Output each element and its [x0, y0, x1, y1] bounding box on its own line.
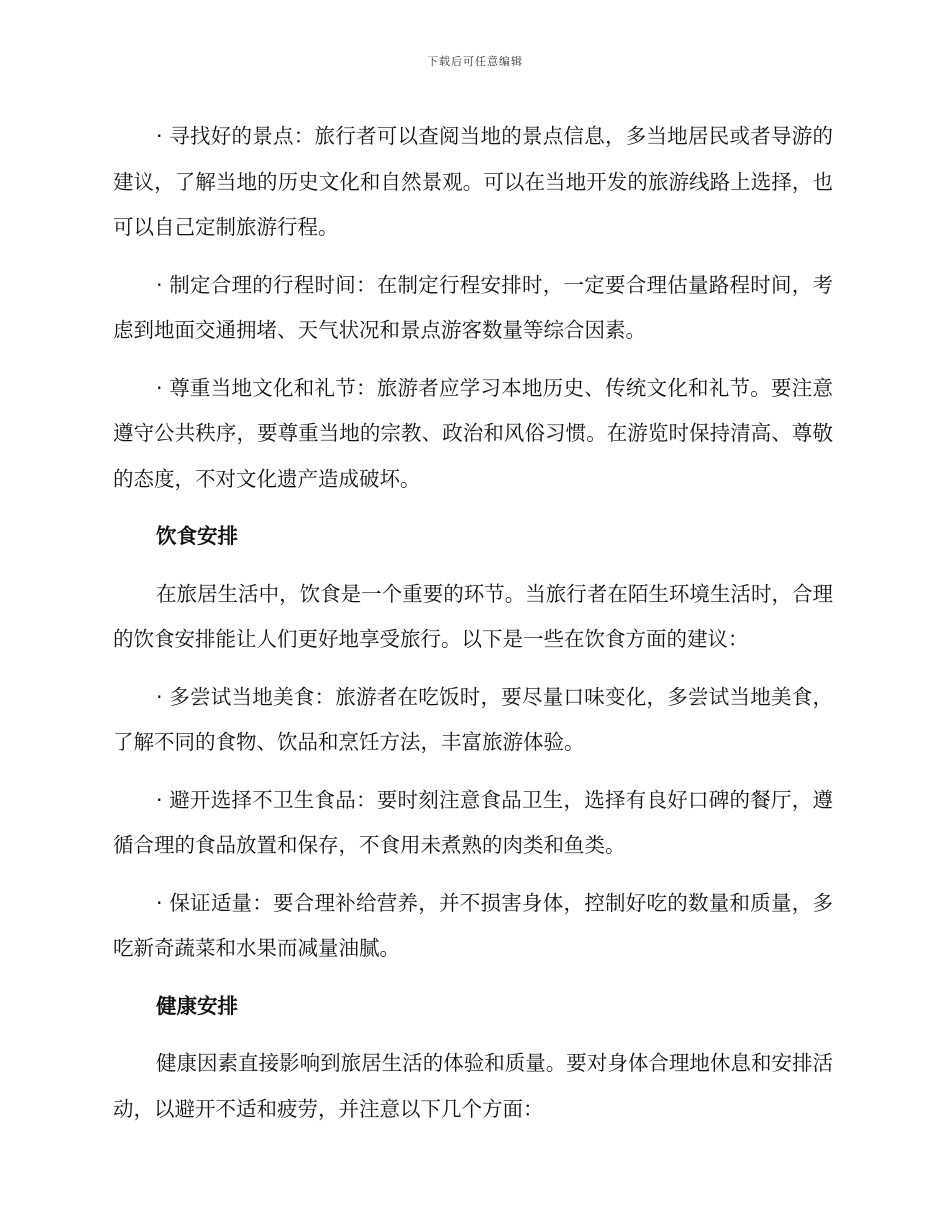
heading-health: 健康安排 — [156, 993, 238, 1018]
document-body — [113, 114, 833, 1144]
paragraph-respect-culture: · 尊重当地文化和礼节：旅游者应学习本地历史、传统文化和礼节。要注意遵守公共秩序，要尊重当地的宗教、政治和风俗习惯。在游览时保持清高、尊敬的态度，不对文化遗产造成破坏。 — [113, 375, 833, 491]
page-header: 下载后可任意编辑 — [427, 55, 523, 68]
paragraph-food-hygiene: · 避开选择不卫生食品：要时刻注意食品卫生，选择有良好口碑的餐厅，遵循合理的食品放置和保存，不食用未煮熟的肉类和鱼类。 — [113, 787, 833, 857]
paragraph-find-attractions: · 寻找好的景点：旅行者可以查阅当地的景点信息，多当地居民或者导游的建议，了解当地的历史文化和自然景观。可以在当地开发的旅游线路上选择，也可以自己定制旅游行程。 — [113, 124, 833, 239]
paragraph-diet-intro: 在旅居生活中，饮食是一个重要的环节。当旅行者在陌生环境生活时，合理的饮食安排能让人们更好地享受旅行。以下是一些在饮食方面的建议： — [113, 581, 833, 651]
paragraph-moderation: · 保证适量：要合理补给营养，并不损害身体，控制好吃的数量和质量，多吃新奇蔬菜和水果而减量油腻。 — [113, 890, 833, 960]
heading-diet: 饮食安排 — [156, 524, 238, 548]
paragraph-itinerary-time: · 制定合理的行程时间：在制定行程安排时，一定要合理估量路程时间，考虑到地面交通拥堵、天气状况和景点游客数量等综合因素。 — [113, 272, 833, 342]
paragraph-health-intro: 健康因素直接影响到旅居生活的体验和质量。要对身体合理地休息和安排活动，以避开不适和疲劳，并注意以下几个方面： — [113, 1051, 833, 1121]
paragraph-local-food: · 多尝试当地美食：旅游者在吃饭时，要尽量口味变化，多尝试当地美食，了解不同的食物、饮品和烹饪方法，丰富旅游体验。 — [113, 684, 833, 754]
